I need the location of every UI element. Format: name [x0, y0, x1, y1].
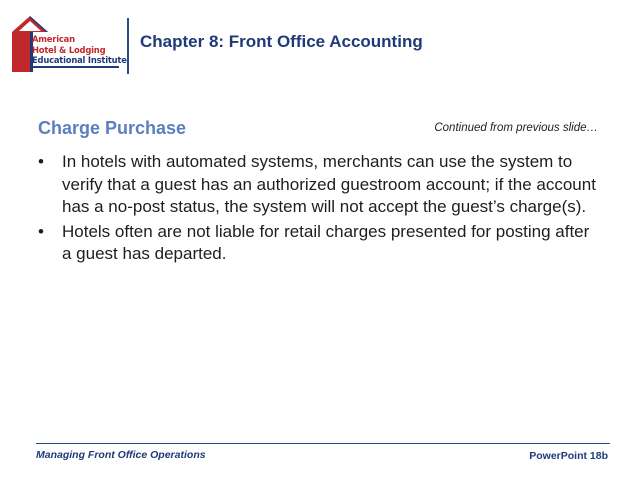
logo-line-1: American	[32, 34, 75, 44]
chapter-title: Chapter 8: Front Office Accounting	[140, 32, 423, 51]
bullet-list	[36, 151, 596, 268]
logo-line-3: Educational Institute	[32, 55, 127, 65]
bullet-item	[36, 221, 596, 266]
footer-course-title: Managing Front Office Operations	[36, 449, 206, 461]
bullet-item	[36, 151, 596, 219]
logo-line-2: Hotel & Lodging	[32, 44, 106, 55]
section-title: Charge Purchase	[38, 118, 187, 138]
bullet-dot-icon: •	[38, 221, 44, 241]
continued-note: Continued from previous slide…	[434, 122, 598, 134]
bullet-text: In hotels with automated systems, merchants can use the system to verify that a guest has an authorized guestroom account; if the account has a no-post status, the system will not accept the guest’s charge(s).	[62, 152, 596, 216]
footer-divider	[36, 443, 610, 444]
footer-slide-number: PowerPoint 18b	[529, 450, 608, 462]
logo-text	[32, 34, 127, 66]
header-divider	[127, 18, 129, 74]
bullet-dot-icon: •	[38, 152, 44, 171]
ahlei-logo	[10, 14, 127, 78]
bullet-text: Hotels often are not liable for retail charges presented for posting after a guest has departed.	[62, 221, 590, 263]
